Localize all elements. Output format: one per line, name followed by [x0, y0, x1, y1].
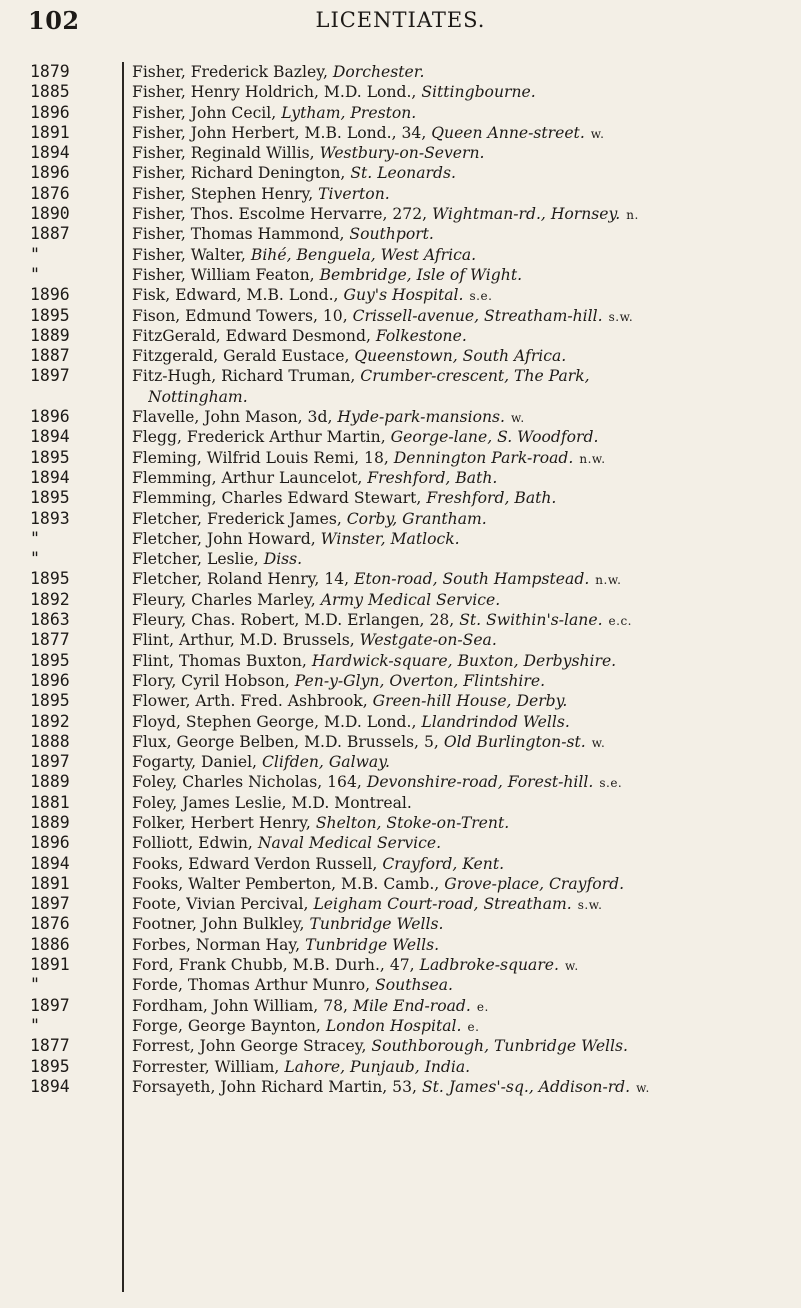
- entry-place: Leigham Court-road, Streatham.: [313, 895, 572, 914]
- page-header: [0, 6, 801, 35]
- list-item: [0, 245, 801, 265]
- entry-year: 1896: [30, 407, 70, 427]
- list-item: [0, 82, 801, 102]
- list-item: [0, 285, 801, 305]
- entry-place: Queenstown, South Africa.: [354, 347, 567, 366]
- entry-place: Old Burlington-st.: [443, 732, 586, 751]
- entry-place: Hardwick-square, Buxton, Derbyshire.: [311, 651, 617, 670]
- entry-place: Wightman-rd., Hornsey.: [432, 205, 621, 224]
- entry-text: [132, 123, 793, 144]
- entry-place: George-lane, S. Woodford.: [390, 428, 599, 447]
- entry-year: ": [30, 264, 40, 284]
- entry-year: 1889: [30, 812, 70, 832]
- list-item: [0, 691, 801, 711]
- entry-year: ": [30, 244, 40, 264]
- list-item: [0, 651, 801, 671]
- entry-text: [132, 407, 793, 428]
- list-item: [0, 143, 801, 163]
- entry-year: 1896: [30, 285, 70, 305]
- entry-place: Freshford, Bath.: [426, 489, 557, 508]
- entry-name: Fordham, John William, 78,: [132, 996, 349, 1015]
- entry-district: n.w.: [595, 573, 622, 588]
- entry-text: [132, 671, 793, 692]
- entry-place: Eton-road, South Hampstead.: [354, 570, 590, 589]
- entry-text: [132, 265, 793, 286]
- entry-text: [132, 509, 793, 530]
- entry-year: 1877: [30, 630, 70, 650]
- entry-place: Crumber-crescent, The Park,: [360, 367, 590, 386]
- entry-text: [132, 874, 793, 895]
- entry-place: Queen Anne-street.: [431, 123, 585, 142]
- entry-text: [132, 224, 793, 245]
- entry-text: [132, 935, 793, 956]
- entry-name: Fooks, Edward Verdon Russell,: [132, 854, 378, 873]
- entry-place: Freshford, Bath.: [367, 468, 498, 487]
- entry-place: Southsea.: [375, 976, 454, 995]
- entry-year: 1887: [30, 224, 70, 244]
- list-item: [0, 407, 801, 427]
- entry-year: 1894: [30, 467, 70, 487]
- entry-place: Lytham, Preston.: [281, 103, 417, 122]
- entry-place: St. Leonards.: [350, 164, 456, 183]
- entry-name: Fisher, Frederick Bazley,: [132, 63, 328, 81]
- entry-year: 1896: [30, 102, 70, 122]
- entry-year: 1895: [30, 650, 70, 670]
- entry-place: Crissell-avenue, Streatham-hill.: [352, 306, 603, 325]
- entry-name: Forrest, John George Stracey,: [132, 1037, 367, 1056]
- entry-name: Foote, Vivian Percival,: [132, 895, 309, 914]
- entry-text: [132, 569, 793, 590]
- entry-text: [132, 975, 793, 996]
- entry-text: [132, 813, 793, 834]
- entry-name: Fleming, Wilfrid Louis Remi, 18,: [132, 448, 389, 467]
- entry-text: [132, 1016, 793, 1037]
- entry-text: [132, 468, 793, 489]
- list-item: [0, 163, 801, 183]
- entry-text: [132, 103, 793, 124]
- entry-year: 1891: [30, 955, 70, 975]
- entry-name: Fisher, Thomas Hammond,: [132, 225, 345, 244]
- entry-year: 1894: [30, 427, 70, 447]
- entry-text: [132, 306, 793, 327]
- entry-district: e.: [476, 999, 489, 1014]
- entry-text: [132, 163, 793, 184]
- entry-year: ": [30, 528, 40, 548]
- list-item: [0, 732, 801, 752]
- entry-place: Shelton, Stoke-on-Trent.: [315, 813, 510, 832]
- entry-district: s.w.: [577, 898, 603, 913]
- entry-year: 1879: [30, 62, 70, 81]
- entry-year: 1894: [30, 143, 70, 163]
- entry-year: 1896: [30, 163, 70, 183]
- entry-text: [132, 245, 793, 266]
- entry-name: Folliott, Edwin,: [132, 834, 253, 853]
- entry-name: Flemming, Arthur Launcelot,: [132, 468, 363, 487]
- entry-place: Tunbridge Wells.: [305, 935, 440, 954]
- entry-year: 1876: [30, 914, 70, 934]
- list-item: [0, 1016, 801, 1036]
- entry-name: Forbes, Norman Hay,: [132, 935, 301, 954]
- list-item: [0, 509, 801, 529]
- entry-place: Bembridge, Isle of Wight.: [319, 265, 523, 284]
- entry-place: Diss.: [263, 550, 303, 569]
- entry-text: [132, 82, 793, 103]
- list-item: [0, 772, 801, 792]
- entry-district: w.: [510, 411, 525, 426]
- entry-name: Footner, John Bulkley,: [132, 915, 305, 934]
- list-item: [0, 590, 801, 610]
- entry-place: Devonshire-road, Forest-hill.: [366, 773, 594, 792]
- entry-text: [132, 427, 793, 448]
- entry-name: Fitzgerald, Gerald Eustace,: [132, 347, 350, 366]
- entry-text: [132, 590, 793, 611]
- entry-name: Flory, Cyril Hobson,: [132, 671, 290, 690]
- entry-name: Flux, George Belben, M.D. Brussels, 5,: [132, 732, 439, 751]
- entry-text: [132, 793, 793, 814]
- entry-district: w.: [590, 126, 605, 141]
- entry-name: Foley, James Leslie, M.D. Montreal.: [132, 793, 412, 812]
- entry-place: Dennington Park-road.: [393, 448, 574, 467]
- entry-year: 1895: [30, 569, 70, 589]
- entry-name: Fisher, Richard Denington,: [132, 164, 346, 183]
- entry-name: Flint, Thomas Buxton,: [132, 651, 307, 670]
- list-item: [0, 1036, 801, 1056]
- entry-text: [132, 1057, 793, 1078]
- entry-text: [132, 894, 793, 915]
- list-item: [0, 448, 801, 468]
- entry-year: 1889: [30, 772, 70, 792]
- entry-name: Fletcher, Leslie,: [132, 550, 259, 569]
- entry-year: 1892: [30, 711, 70, 731]
- entry-name: Floyd, Stephen George, M.D. Lond.,: [132, 712, 417, 731]
- entry-place: Sittingbourne.: [421, 83, 536, 102]
- entry-place: Tunbridge Wells.: [309, 915, 444, 934]
- list-item: [0, 752, 801, 772]
- entry-text: [132, 448, 793, 469]
- entry-text: [132, 346, 793, 367]
- entry-place: Army Medical Service.: [320, 590, 501, 609]
- entry-year: 1895: [30, 691, 70, 711]
- entry-name: Fleury, Charles Marley,: [132, 590, 316, 609]
- entry-text: [132, 833, 793, 854]
- list-item: [0, 712, 801, 732]
- entry-text: [132, 529, 793, 550]
- entry-district: e.: [467, 1019, 480, 1034]
- running-title: LICENTIATES.: [315, 8, 486, 32]
- entry-text: [132, 630, 793, 651]
- entry-place: Naval Medical Service.: [257, 834, 442, 853]
- list-item: [0, 793, 801, 813]
- entry-name: Fisher, Walter,: [132, 245, 246, 264]
- entry-district: e.c.: [608, 614, 632, 629]
- entry-place: Crayford, Kent.: [382, 854, 505, 873]
- entry-year: 1895: [30, 447, 70, 467]
- entry-year: 1892: [30, 589, 70, 609]
- entry-name: Fleury, Chas. Robert, M.D. Erlangen, 28,: [132, 611, 455, 630]
- list-item: [0, 996, 801, 1016]
- entry-text: [132, 752, 793, 773]
- entry-place: Westbury-on-Severn.: [319, 144, 485, 163]
- list-item: [0, 123, 801, 143]
- entry-year: 1890: [30, 204, 70, 224]
- entry-year: 1896: [30, 670, 70, 690]
- list-item: [0, 549, 801, 569]
- entry-name: Forde, Thomas Arthur Munro,: [132, 976, 371, 995]
- entry-text: [132, 955, 793, 976]
- entry-name: Flint, Arthur, M.D. Brussels,: [132, 631, 355, 650]
- entry-name: Forrester, William,: [132, 1057, 280, 1076]
- list-item: [0, 529, 801, 549]
- entry-text: [132, 854, 793, 875]
- entry-place: Mile End-road.: [352, 996, 471, 1015]
- entry-place: Hyde-park-mansions.: [337, 408, 505, 427]
- entry-district: s.e.: [599, 776, 623, 791]
- entry-year: 1877: [30, 1036, 70, 1056]
- entry-name: Foley, Charles Nicholas, 164,: [132, 773, 362, 792]
- entry-place: Bihé, Benguela, West Africa.: [250, 245, 477, 264]
- list-item: [0, 610, 801, 630]
- entry-place: Guy's Hospital.: [343, 286, 464, 305]
- entry-text: [132, 996, 793, 1017]
- entry-name: Fletcher, John Howard,: [132, 529, 316, 548]
- entry-text: [132, 651, 793, 672]
- list-item: [0, 874, 801, 894]
- entry-place: Clifden, Galway.: [261, 753, 390, 772]
- entry-name: FitzGerald, Edward Desmond,: [132, 326, 371, 345]
- entry-name: Fisher, Henry Holdrich, M.D. Lond.,: [132, 83, 417, 102]
- list-item: [0, 1077, 801, 1097]
- entry-name: Fisk, Edward, M.B. Lond.,: [132, 286, 339, 305]
- list-item: [0, 975, 801, 995]
- entry-text: [132, 610, 793, 631]
- entry-place: Westgate-on-Sea.: [359, 631, 497, 650]
- entry-place: Grove-place, Crayford.: [444, 874, 625, 893]
- entry-place: Ladbroke-square.: [419, 956, 559, 975]
- list-item: [0, 103, 801, 123]
- entry-text: [132, 488, 793, 509]
- register-list: [0, 62, 801, 1097]
- entry-district: w.: [591, 735, 606, 750]
- entry-place: Lahore, Punjaub, India.: [284, 1057, 471, 1076]
- entry-year: 1891: [30, 873, 70, 893]
- entry-place: Corby, Grantham.: [346, 509, 487, 528]
- entry-year: 1895: [30, 1056, 70, 1076]
- entry-name: Fisher, Reginald Willis,: [132, 144, 315, 163]
- entry-place: London Hospital.: [325, 1016, 462, 1035]
- list-item: [0, 894, 801, 914]
- entry-district: s.w.: [608, 309, 634, 324]
- entry-year: 1897: [30, 995, 70, 1015]
- entry-district: n.w.: [579, 451, 606, 466]
- entry-text: [132, 184, 793, 205]
- entry-text: [132, 326, 793, 347]
- entry-year: 1894: [30, 853, 70, 873]
- entry-text: [132, 285, 793, 306]
- entry-place: Winster, Matlock.: [320, 529, 460, 548]
- entry-year: 1897: [30, 752, 70, 772]
- entry-name: Fletcher, Roland Henry, 14,: [132, 570, 350, 589]
- entry-year: 1897: [30, 894, 70, 914]
- entry-text: [148, 387, 793, 408]
- entry-name: Folker, Herbert Henry,: [132, 813, 311, 832]
- entry-district: n.: [626, 208, 639, 223]
- entry-year: 1888: [30, 731, 70, 751]
- entry-district: s.e.: [469, 289, 493, 304]
- list-item: [0, 854, 801, 874]
- list-item: [0, 366, 801, 386]
- list-item: [0, 387, 801, 407]
- entry-text: [132, 691, 793, 712]
- entry-text: [132, 1036, 793, 1057]
- entry-place: St. Swithin's-lane.: [459, 611, 603, 630]
- entry-year: 1894: [30, 1076, 70, 1096]
- entry-text: [132, 204, 793, 225]
- entry-name: Flegg, Frederick Arthur Martin,: [132, 428, 386, 447]
- entry-year: 1881: [30, 792, 70, 812]
- list-item: [0, 955, 801, 975]
- entry-name: Flemming, Charles Edward Stewart,: [132, 489, 422, 508]
- list-item: [0, 914, 801, 934]
- entry-text: [132, 143, 793, 164]
- entry-name: Fison, Edmund Towers, 10,: [132, 306, 348, 325]
- list-item: [0, 62, 801, 82]
- list-item: [0, 488, 801, 508]
- entry-year: 1893: [30, 508, 70, 528]
- list-item: [0, 265, 801, 285]
- list-item: [0, 306, 801, 326]
- entry-name: Fisher, Stephen Henry,: [132, 184, 314, 203]
- entry-year: 1863: [30, 610, 70, 630]
- entry-place: Southport.: [349, 225, 434, 244]
- entry-text: [132, 732, 793, 753]
- entry-name: Fletcher, Frederick James,: [132, 509, 342, 528]
- page-number: 102: [28, 6, 80, 35]
- entry-name: Flower, Arth. Fred. Ashbrook,: [132, 692, 368, 711]
- entry-place: Llandrindod Wells.: [421, 712, 570, 731]
- entry-district: w.: [564, 959, 579, 974]
- list-item: [0, 569, 801, 589]
- entry-year: ": [30, 549, 40, 569]
- entry-text: [132, 772, 793, 793]
- entry-name: Ford, Frank Chubb, M.B. Durh., 47,: [132, 956, 415, 975]
- entry-place: Nottingham.: [148, 387, 248, 406]
- entry-year: 1885: [30, 82, 70, 102]
- entry-text: [132, 914, 793, 935]
- entry-name: Forge, George Baynton,: [132, 1016, 321, 1035]
- entry-year: 1897: [30, 366, 70, 386]
- entry-name: Fisher, John Herbert, M.B. Lond., 34,: [132, 123, 427, 142]
- list-item: [0, 1057, 801, 1077]
- entry-place: Southborough, Tunbridge Wells.: [371, 1037, 628, 1056]
- entry-place: Dorchester.: [332, 63, 425, 81]
- list-item: [0, 468, 801, 488]
- entry-name: Flavelle, John Mason, 3d,: [132, 408, 333, 427]
- list-item: [0, 813, 801, 833]
- entry-year: 1895: [30, 488, 70, 508]
- entry-place: St. James'-sq., Addison-rd.: [421, 1077, 631, 1096]
- list-item: [0, 204, 801, 224]
- entry-name: Fisher, John Cecil,: [132, 103, 277, 122]
- entry-place: Green-hill House, Derby.: [372, 692, 568, 711]
- entry-year: 1895: [30, 305, 70, 325]
- entry-text: [132, 366, 793, 387]
- entry-text: [132, 712, 793, 733]
- entry-place: Tiverton.: [318, 184, 390, 203]
- list-item: [0, 184, 801, 204]
- entry-year: 1886: [30, 934, 70, 954]
- entry-name: Fooks, Walter Pemberton, M.B. Camb.,: [132, 874, 440, 893]
- entry-name: Fisher, William Featon,: [132, 265, 315, 284]
- entry-text: [132, 62, 793, 83]
- list-item: [0, 346, 801, 366]
- entry-name: Forsayeth, John Richard Martin, 53,: [132, 1077, 417, 1096]
- list-item: [0, 326, 801, 346]
- entry-year: 1887: [30, 346, 70, 366]
- entry-year: ": [30, 1015, 40, 1035]
- entry-year: 1891: [30, 122, 70, 142]
- entry-district: w.: [636, 1080, 650, 1095]
- entry-name: Fitz-Hugh, Richard Truman,: [132, 367, 356, 386]
- entry-year: ": [30, 975, 40, 995]
- list-item: [0, 671, 801, 691]
- list-item: [0, 427, 801, 447]
- list-item: [0, 935, 801, 955]
- entry-name: Fogarty, Daniel,: [132, 753, 258, 772]
- entry-year: 1876: [30, 183, 70, 203]
- list-item: [0, 630, 801, 650]
- list-item: [0, 833, 801, 853]
- entry-place: Pen-y-Glyn, Overton, Flintshire.: [294, 671, 546, 690]
- entry-place: Folkestone.: [375, 326, 467, 345]
- entry-year: 1889: [30, 325, 70, 345]
- entry-year: 1896: [30, 833, 70, 853]
- entry-name: Fisher, Thos. Escolme Hervarre, 272,: [132, 205, 428, 224]
- entry-text: [132, 549, 793, 570]
- entry-text: [132, 1077, 793, 1098]
- list-item: [0, 224, 801, 244]
